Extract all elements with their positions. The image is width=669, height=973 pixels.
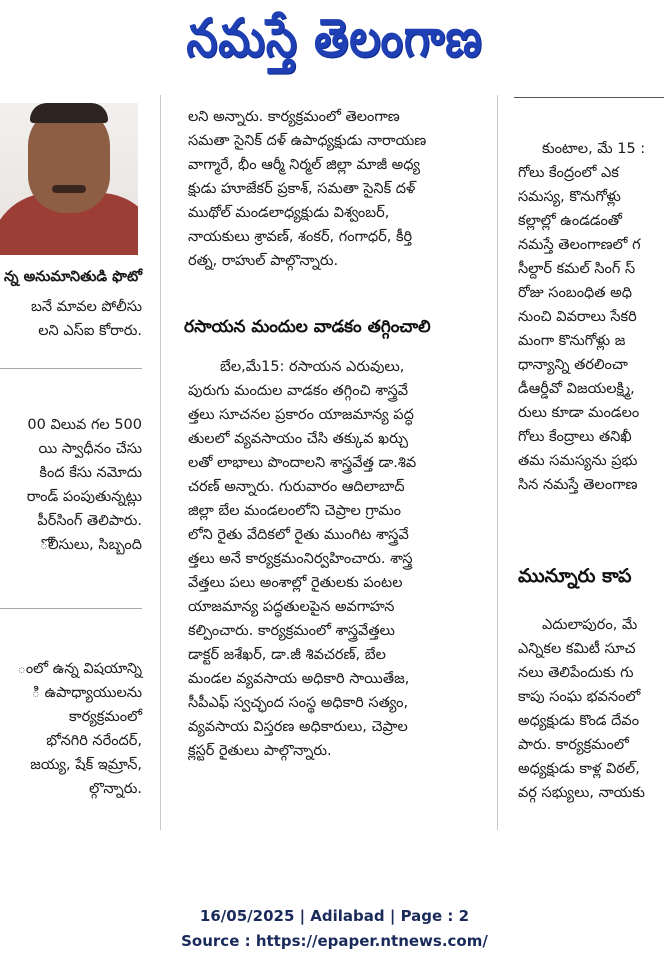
story-divider — [0, 368, 142, 369]
article-line: సీపీఎఫ్ స్వచ్ఛంద సంస్థ అధికారి సత్యం, — [188, 695, 409, 711]
article-line: క్లస్టర్ రైతులు పాల్గొన్నారు. — [188, 743, 332, 759]
story-line: బనే మావల పోలీసు — [31, 299, 142, 315]
story-line: యి స్వాధీనం చేసు — [38, 441, 142, 457]
story-line: కింద కేసు నమోదు — [39, 465, 142, 481]
story-line: గోలు కేంద్రంలో ఎక — [518, 165, 619, 181]
story-line: కల్లాల్లో ఉండడంతో — [518, 213, 622, 229]
article-line: క్షుడు హూజేకర్ ప్రకాశ్, సమతా సైనిక్ దళ్ — [188, 181, 416, 197]
story-line: అధ్యక్షుడు కాళ్ల విఠల్, — [518, 761, 640, 777]
story-line: అధ్యక్షుడు కొండ దేవం — [518, 713, 640, 729]
article-line: యాజమాన్య పద్ధతులపైన అవగాహన — [188, 599, 395, 615]
story-line: ోలీసులు, సిబ్బంది — [39, 537, 142, 553]
article-headline: రసాయన మందుల వాడకం తగ్గించాలి — [184, 317, 431, 337]
article-line: పురుగు మందుల వాడకం తగ్గించి శాస్త్రవే — [188, 383, 409, 399]
article-line: రత్న, రాహుల్ పాల్గొన్నారు. — [188, 253, 339, 269]
article-headline: మున్నూరు కాప — [518, 565, 632, 587]
story-line: కార్యక్రమంలో — [69, 709, 142, 725]
story-line: సిన నమస్తే తెలంగాణ — [518, 477, 638, 493]
masthead — [0, 0, 669, 90]
article-line: వ్యవసాయ విస్తరణ అధికారులు, చెప్రాల — [188, 719, 408, 735]
article-line: లని అన్నారు. కార్యక్రమంలో తెలంగాణ — [188, 109, 400, 125]
footer-source-link[interactable]: Source : https://epaper.ntnews.com/ — [181, 932, 488, 950]
story-line: తమ సమస్యను ప్రభు — [518, 453, 638, 469]
story-line: ంలో ఉన్న విషయాన్ని — [17, 661, 142, 677]
story-line: వర్గ సభ్యులు, నాయకు — [518, 785, 645, 801]
suspect-photo — [0, 103, 138, 255]
story-line: 00 విలువ గల 500 — [27, 417, 142, 433]
article-line: వేత్తలు పలు అంశాల్లో రైతులకు పంటల — [188, 575, 403, 591]
article-line: నాయకులు శ్రావణ్, శంకర్, గంగాధర్, కీర్తి — [188, 229, 413, 245]
story-line: రోజు సంబంధిత అధి — [518, 285, 633, 301]
story-line: సమస్య, కొనుగోళ్లు — [518, 189, 621, 205]
story-line: నలు తెలిపేందుకు గు — [518, 665, 634, 681]
newspaper-title: నమస్తే తెలంగాణ — [186, 7, 483, 69]
story-line: ఎదులాపురం, మే — [542, 617, 638, 633]
story-line: జయ్య, షేక్ ఇమ్రాన్, — [30, 757, 142, 773]
footer-date-edition: 16/05/2025 | Adilabad | Page : 2 — [199, 907, 470, 925]
column-divider — [160, 95, 161, 830]
story-line: డీఆర్డీవో విజయలక్ష్మి, — [518, 381, 635, 397]
story-line: గోలు కేంద్రాలు తనిఖీ — [518, 429, 632, 445]
story-line: నుంచి వివరాలు సేకరి — [518, 309, 637, 325]
column-divider — [497, 95, 498, 830]
article-line: బేల,మే15: రసాయన ఎరువులు, — [220, 359, 405, 375]
article-line: డాక్టర్ జశేఖర్, డా.జీ శివచరణ్, బేల — [188, 647, 386, 663]
article-line: వాగ్మారే, భీం ఆర్మీ నిర్మల్ జిల్లా మాజీ అధ్య — [188, 157, 421, 173]
story-line: లని ఎస్ఐ కోరారు. — [38, 323, 142, 339]
story-line: భోనగిరి నరేందర్, — [46, 733, 142, 749]
story-line: రులు కూడా మండలం — [518, 405, 640, 421]
cut-headline-edge — [514, 97, 664, 98]
story-line: కాపు సంఘ భవనంలో — [518, 689, 641, 705]
article-line: ముథోల్ మండలాధ్యక్షుడు విశ్వంబర్, — [188, 205, 390, 221]
photo-caption: న్న అనుమానితుడి ఫొటో — [4, 269, 142, 285]
story-line: ధాన్యాన్ని తరలించా — [518, 357, 628, 373]
story-line: ల్గొన్నారు. — [89, 781, 142, 797]
story-line: సీల్దార్ కమల్ సింగ్ స్ — [518, 261, 636, 277]
right-column — [500, 95, 669, 830]
story-line: పారు. కార్యక్రమంలో — [518, 737, 629, 753]
story-line: ఎన్నికల కమిటీ సూచ — [518, 641, 636, 657]
story-line: నమస్తే తెలంగాణలో గ — [518, 237, 641, 253]
left-column — [0, 95, 148, 830]
story-line: మంగా కొనుగోళ్లు జ — [518, 333, 626, 349]
story-divider — [0, 608, 142, 609]
story-line: ి ఉపాధ్యాయులను — [31, 685, 142, 701]
story-line: కుంటాల, మే 15 : — [542, 141, 646, 157]
article-line: జిల్లా బేల మండలంలోని చెప్రాల గ్రామం — [188, 503, 402, 519]
article-line: లతో లాభాలు పొందాలని శాస్త్రవేత్త డా.శివ — [188, 455, 417, 471]
article-line: త్తలు సూచనల ప్రకారం యాజమాన్య పద్ధ — [188, 407, 414, 423]
story-line: రాండ్ పంపుతున్నట్లు — [26, 489, 142, 505]
article-line: లోని రైతు వేదికలో రైతు ముంగిట శాస్త్రవే — [188, 527, 409, 543]
article-line: చరణ్ అన్నారు. గురువారం ఆదిలాబాద్ — [188, 479, 405, 495]
article-line: తులలో వ్యవసాయం చేసి తక్కువ ఖర్చు — [188, 431, 408, 447]
article-line: సమతా సైనిక్ దళ్ ఉపాధ్యక్షుడు నారాయణ — [188, 133, 427, 149]
article-line: త్తలు అనే కార్యక్రమంనిర్వహించారు. శాస్త్ర — [188, 551, 413, 567]
article-line: కల్పించారు. కార్యక్రమంలో శాస్త్రవేత్తలు — [188, 623, 395, 639]
article-line: మండల వ్యవసాయ అధికారి సాయితేజ, — [188, 671, 410, 687]
story-line: పీర్‌సింగ్ తెలిపారు. — [37, 513, 142, 529]
middle-column — [168, 95, 495, 830]
